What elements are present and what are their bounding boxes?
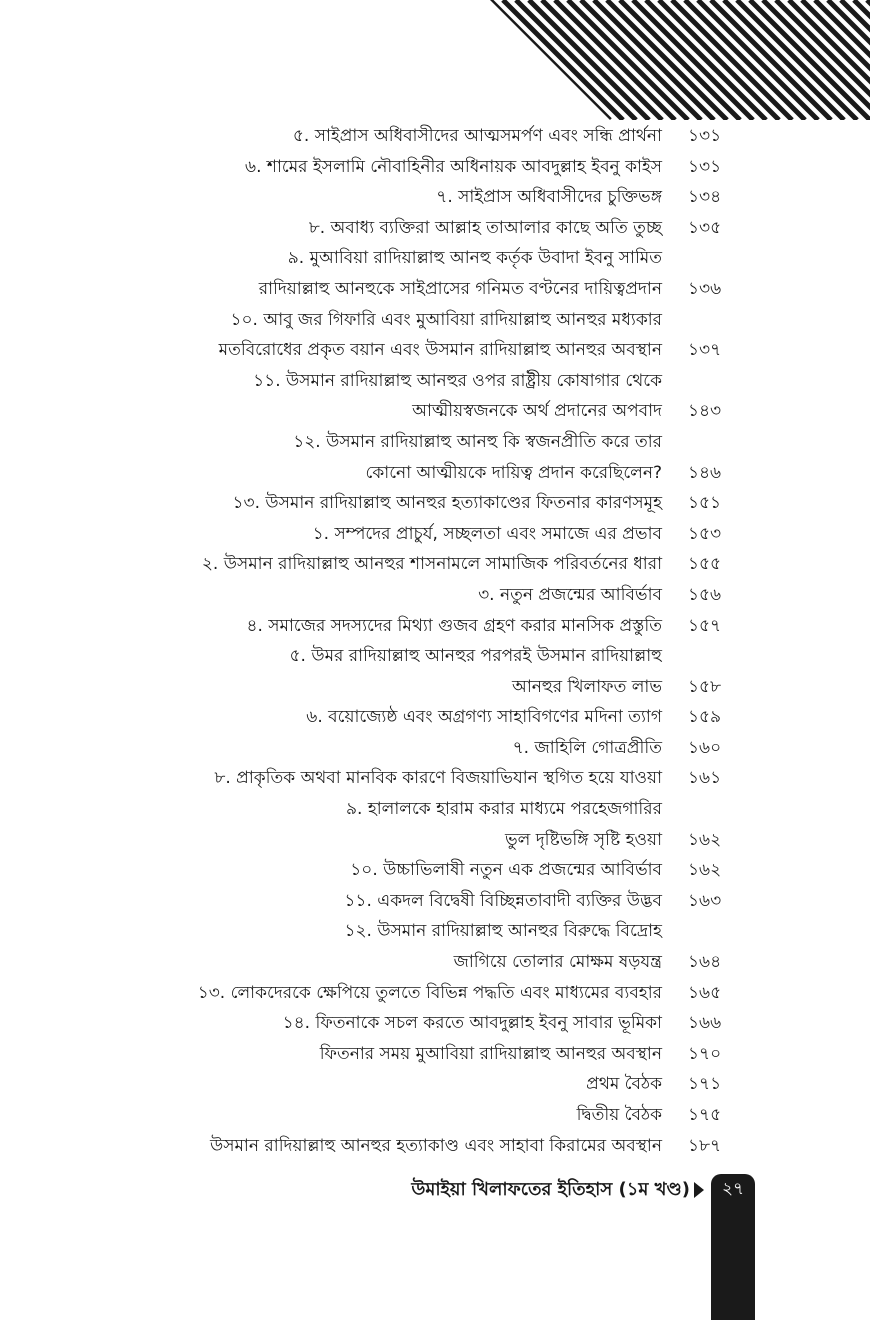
toc-entry-title: রাদিয়াল্লাহু আনহুকে সাইপ্রাসের গনিমত বণ্টনের দায়িত্বপ্রদান: [258, 278, 662, 299]
toc-row: [0, 305, 870, 336]
toc-page-number: ১৩৫: [688, 217, 722, 238]
toc-row: [0, 855, 870, 886]
toc-row: [0, 274, 870, 305]
toc-entry-title: ৭. জাহিলি গোত্রপ্রীতি: [512, 737, 662, 758]
triangle-right-icon: [694, 1182, 704, 1198]
toc-entry-title: কোনো আত্মীয়কে দায়িত্ব প্রদান করেছিলেন?: [365, 462, 662, 483]
toc-page-number: ১৩৪: [688, 187, 722, 208]
toc-row: [0, 243, 870, 274]
toc-entry-title: ৭. সাইপ্রাস অধিবাসীদের চুক্তিভঙ্গ: [436, 187, 662, 208]
toc-entry-title: ১. সম্পদের প্রাচুর্য, সচ্ছলতা এবং সমাজে এর প্রভাব: [312, 523, 662, 544]
toc-row: [0, 825, 870, 856]
toc-entry-title: ১২. উসমান রাদিয়াল্লাহু আনহুর বিরুদ্ধে বিদ্রোহ: [344, 921, 662, 942]
toc-entry-title: ১০. আবু জর গিফারি এবং মুআবিয়া রাদিয়াল্লাহু আনহুর মধ্যকার: [230, 309, 662, 330]
toc-page-number: ১৪৬: [688, 462, 722, 483]
toc-page-number: ১৬১: [688, 768, 722, 789]
toc-entry-title: ৮. প্রাকৃতিক অথবা মানবিক কারণে বিজয়াভিযান স্থগিত হয়ে যাওয়া: [214, 768, 662, 789]
table-of-contents: [0, 121, 870, 1161]
toc-row: [0, 794, 870, 825]
toc-page-number: ১৭১: [688, 1074, 722, 1095]
toc-entry-title: প্রথম বৈঠক: [586, 1074, 662, 1095]
toc-row: [0, 641, 870, 672]
toc-page-number: ১৫১: [688, 493, 722, 514]
toc-entry-title: ৬. শামের ইসলামি নৌবাহিনীর অধিনায়ক আবদুল্লাহ ইবনু কাইস: [245, 156, 662, 177]
toc-row: [0, 1131, 870, 1162]
toc-entry-title: ৮. অবাধ্য ব্যক্তিরা আল্লাহ তাআলার কাছে অতি তুচ্ছ: [308, 217, 662, 238]
toc-row: [0, 1039, 870, 1070]
toc-entry-title: ৩. নতুন প্রজন্মের আবির্ভাব: [478, 584, 662, 605]
toc-entry-title: আত্মীয়স্বজনকে অর্থ প্রদানের অপবাদ: [412, 401, 662, 422]
toc-entry-title: জাগিয়ে তোলার মোক্ষম ষড়যন্ত্র: [453, 952, 662, 973]
toc-row: [0, 519, 870, 550]
toc-row: [0, 733, 870, 764]
toc-page-number: ১৫৮: [688, 676, 722, 697]
toc-entry-title: ৪. সমাজের সদস্যদের মিথ্যা গুজব গ্রহণ করার মানসিক প্রস্তুতি: [246, 615, 662, 636]
toc-entry-title: উসমান রাদিয়াল্লাহু আনহুর হত্যাকাণ্ড এবং সাহাবা কিরামের অবস্থান: [210, 1135, 662, 1156]
toc-entry-title: ৫. সাইপ্রাস অধিবাসীদের আত্মসমর্পণ এবং সন্ধি প্রার্থনা: [292, 126, 662, 146]
toc-row: [0, 335, 870, 366]
toc-page-number: ১৬০: [688, 737, 722, 758]
toc-entry-title: ১১. একদল বিদ্বেষী বিচ্ছিন্নতাবাদী ব্যক্তির উদ্ভব: [344, 890, 662, 911]
toc-row: [0, 427, 870, 458]
toc-entry-title: দ্বিতীয় বৈঠক: [576, 1105, 662, 1125]
toc-row: [0, 886, 870, 917]
toc-row: [0, 916, 870, 947]
toc-page-number: ১৫৯: [688, 707, 722, 728]
toc-entry-title: ১০. উচ্চাভিলাষী নতুন এক প্রজন্মের আবির্ভাব: [350, 860, 662, 881]
toc-row: [0, 213, 870, 244]
toc-entry-title: ১৪. ফিতনাকে সচল করতে আবদুল্লাহ ইবনু সাবার ভূমিকা: [282, 1013, 662, 1034]
toc-page-number: ১৩৭: [688, 340, 722, 361]
toc-page-number: ১৩১: [688, 156, 722, 177]
toc-page-number: ১৫৭: [688, 615, 722, 636]
toc-row: [0, 121, 870, 152]
toc-page-number: ১৬৪: [688, 952, 722, 973]
toc-page-number: ১৫৬: [688, 584, 722, 605]
toc-page-number: ১৮৭: [688, 1135, 722, 1156]
toc-entry-title: ২. উসমান রাদিয়াল্লাহু আনহুর শাসনামলে সামাজিক পরিবর্তনের ধারা: [201, 554, 662, 575]
toc-page-number: ১৪৩: [688, 401, 722, 422]
toc-row: [0, 549, 870, 580]
toc-row: [0, 1069, 870, 1100]
toc-entry-title: ১২. উসমান রাদিয়াল্লাহু আনহু কি স্বজনপ্রীতি করে তার: [293, 431, 662, 452]
corner-stripes-decoration: [490, 0, 870, 120]
toc-page-number: ১৩৬: [688, 278, 722, 299]
toc-row: [0, 978, 870, 1009]
toc-row: [0, 611, 870, 642]
toc-row: [0, 1008, 870, 1039]
toc-entry-title: মতবিরোধের প্রকৃত বয়ান এবং উসমান রাদিয়াল্লাহু আনহুর অবস্থান: [218, 340, 662, 361]
toc-entry-title: ৫. উমর রাদিয়াল্লাহু আনহুর পরপরই উসমান রাদিয়াল্লাহু: [289, 646, 662, 667]
toc-row: [0, 1100, 870, 1131]
toc-page-number: ১৩১: [688, 126, 722, 146]
toc-page-number: ১৫৩: [688, 523, 722, 544]
toc-row: [0, 396, 870, 427]
toc-entry-title: ১১. উসমান রাদিয়াল্লাহু আনহুর ওপর রাষ্ট্রীয় কোষাগার থেকে: [253, 370, 662, 391]
toc-entry-title: ১৩. উসমান রাদিয়াল্লাহু আনহুর হত্যাকাণ্ডের ফিতনার কারণসমূহ: [232, 493, 662, 514]
toc-page-number: ১৬২: [688, 860, 722, 881]
toc-entry-title: ভুল দৃষ্টিভঙ্গি সৃষ্টি হওয়া: [504, 829, 662, 850]
page-number: ২৭: [721, 1179, 745, 1199]
toc-entry-title: ৬. বয়োজ্যেষ্ঠ এবং অগ্রগণ্য সাহাবিগণের মদিনা ত্যাগ: [306, 707, 662, 728]
toc-entry-title: ১৩. লোকদেরকে ক্ষেপিয়ে তুলতে বিভিন্ন পদ্ধতি এবং মাধ্যমের ব্যবহার: [197, 982, 662, 1003]
toc-page-number: ১৭০: [688, 1043, 722, 1064]
toc-row: [0, 458, 870, 489]
book-title-footer: উমাইয়া খিলাফতের ইতিহাস (১ম খণ্ড): [411, 1179, 690, 1200]
toc-entry-title: ফিতনার সময় মুআবিয়া রাদিয়াল্লাহু আনহুর অবস্থান: [319, 1043, 662, 1064]
toc-row: [0, 182, 870, 213]
toc-row: [0, 152, 870, 183]
toc-row: [0, 366, 870, 397]
toc-row: [0, 947, 870, 978]
toc-page-number: ১৫৫: [688, 554, 722, 575]
toc-entry-title: আনহুর খিলাফত লাভ: [511, 676, 662, 697]
toc-row: [0, 763, 870, 794]
toc-page-number: ১৭৫: [688, 1105, 722, 1125]
toc-page-number: ১৬২: [688, 829, 722, 850]
toc-entry-title: ৯. মুআবিয়া রাদিয়াল্লাহু আনহু কর্তৃক উবাদা ইবনু সামিত: [287, 248, 662, 269]
toc-row: [0, 488, 870, 519]
toc-row: [0, 672, 870, 703]
toc-page-number: ১৬৩: [688, 890, 722, 911]
toc-row: [0, 702, 870, 733]
toc-entry-title: ৯. হালালকে হারাম করার মাধ্যমে পরহেজগারির: [345, 799, 662, 820]
toc-row: [0, 580, 870, 611]
toc-page-number: ১৬৬: [688, 1013, 722, 1034]
toc-page-number: ১৬৫: [688, 982, 722, 1003]
